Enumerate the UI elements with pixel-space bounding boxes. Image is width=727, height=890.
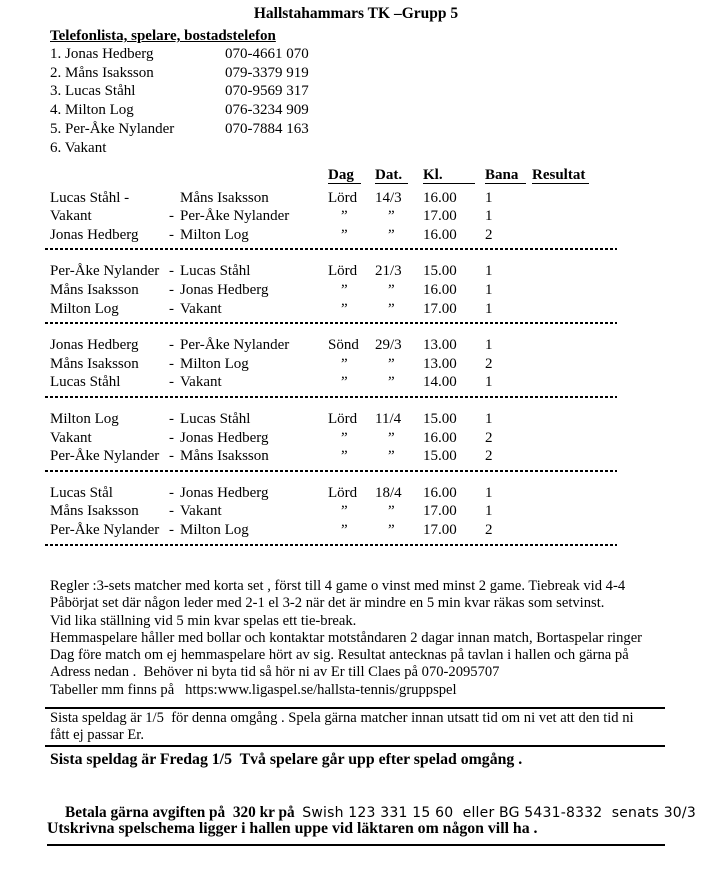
result-cell: [532, 410, 592, 429]
away-player: Lucas Ståhl: [180, 410, 251, 427]
result-cell: [532, 484, 592, 503]
court-cell: 2: [485, 429, 493, 446]
result-cell: [532, 281, 592, 300]
time-cell: 14.00: [423, 374, 457, 391]
vs-dash: [163, 189, 180, 208]
rules-line: Hemmaspelare håller med bollar och kontaktar motståndaren 2 dagar innan match, Bortaspelar ringer: [50, 629, 643, 646]
result-cell: [532, 300, 592, 319]
away-player: Vakant: [180, 300, 222, 317]
round-3: [50, 336, 700, 392]
date-cell: 18/4: [375, 484, 402, 501]
date-cell: ”: [388, 429, 395, 446]
vs-dash: -: [169, 355, 174, 372]
round-separator: [45, 470, 617, 472]
round-5: [50, 484, 700, 540]
court-cell: 2: [485, 226, 493, 243]
home-player: Måns Isaksson: [50, 355, 139, 372]
result-cell: [532, 429, 592, 448]
vs-dash: -: [169, 484, 174, 501]
court-cell: 1: [485, 208, 493, 225]
vs-dash: -: [169, 281, 174, 298]
separator-line: [45, 745, 665, 747]
date-cell: ”: [388, 226, 395, 243]
deadline-line: fått ej passar Er.: [50, 727, 145, 744]
day-cell: ”: [341, 521, 348, 538]
time-cell: 13.00: [423, 355, 457, 372]
vs-dash: -: [169, 337, 174, 354]
home-player: Per-Åke Nylander: [50, 521, 160, 538]
phone-entry: [50, 82, 309, 101]
round-separator: [45, 396, 617, 398]
match-row: [50, 355, 700, 374]
phone-list-heading: Telefonlista, spelare, bostadstelefon: [50, 28, 276, 44]
time-cell: 17.00: [423, 300, 457, 317]
phone-list: [50, 27, 309, 157]
rules-line: Dag före match om ej hemmaspelare hört av sig. Resultat antecknas på tavlan i hallen och gärna på: [50, 647, 629, 664]
away-player: Vakant: [180, 503, 222, 520]
home-player: Vakant: [50, 208, 92, 225]
result-cell: [532, 521, 592, 540]
time-cell: 17.00: [423, 208, 457, 225]
time-cell: 15.00: [423, 263, 457, 280]
date-cell: ”: [388, 355, 395, 372]
away-player: Per-Åke Nylander: [180, 208, 290, 225]
day-cell: ”: [341, 355, 348, 372]
round-separator: [45, 544, 617, 546]
col-header-time: Kl.: [423, 166, 485, 185]
phone-number: [225, 139, 309, 158]
match-row: [50, 226, 700, 245]
away-player: Milton Log: [180, 521, 249, 538]
phone-entry: [50, 120, 309, 139]
court-cell: 1: [485, 484, 493, 501]
home-player: Måns Isaksson: [50, 503, 139, 520]
away-player: Jonas Hedberg: [180, 281, 269, 298]
col-header-court: Bana: [485, 166, 532, 185]
match-row: [50, 281, 700, 300]
match-row: [50, 262, 700, 281]
result-cell: [532, 502, 592, 521]
vs-dash: -: [169, 374, 174, 391]
phone-entry: [50, 64, 309, 83]
court-cell: 1: [485, 503, 493, 520]
match-row: [50, 502, 700, 521]
day-cell: ”: [341, 448, 348, 465]
phone-number: 070-7884 163: [225, 120, 309, 137]
court-cell: 1: [485, 337, 493, 354]
away-player: Per-Åke Nylander: [180, 337, 290, 354]
phone-number: 070-4661 070: [225, 46, 309, 62]
match-row: [50, 521, 700, 540]
phone-number: 076-3234 909: [225, 102, 309, 119]
vs-dash: -: [169, 448, 174, 465]
away-player: Vakant: [180, 374, 222, 391]
date-cell: ”: [388, 521, 395, 538]
rules-line-url: Tabeller mm finns på https:www.ligaspel.se/hallsta-tennis/gruppspel: [50, 681, 457, 698]
match-row: [50, 207, 700, 226]
player-name: 4. Milton Log: [50, 102, 134, 119]
phone-number: 079-3379 919: [225, 64, 309, 81]
col-header-day: Dag: [328, 166, 375, 185]
match-row: [50, 429, 700, 448]
home-player: Milton Log: [50, 300, 119, 317]
match-row: [50, 300, 700, 319]
vs-dash: -: [169, 208, 174, 225]
round-separator: [45, 248, 617, 250]
vs-dash: -: [169, 263, 174, 280]
match-row: [50, 410, 700, 429]
day-cell: ”: [341, 226, 348, 243]
day-cell: ”: [341, 374, 348, 391]
phone-entry: [50, 139, 309, 158]
result-cell: [532, 226, 592, 245]
date-cell: 21/3: [375, 263, 402, 280]
time-cell: 16.00: [423, 189, 457, 206]
rules-line: Påbörjat set där någon leder med 2-1 el 3-2 när det är mindre en 5 min kvar räkas som setvinst.: [50, 595, 605, 612]
date-cell: ”: [388, 281, 395, 298]
vs-dash: -: [169, 300, 174, 317]
deadline-note: [50, 710, 634, 745]
date-cell: 14/3: [375, 189, 402, 206]
match-row: [50, 189, 700, 208]
vs-dash: -: [169, 226, 174, 243]
match-row: [50, 484, 700, 503]
time-cell: 16.00: [423, 429, 457, 446]
away-player: Måns Isaksson: [180, 189, 269, 206]
result-cell: [532, 189, 592, 208]
rules-text: [50, 578, 720, 699]
away-player: Milton Log: [180, 226, 249, 243]
match-row: [50, 447, 700, 466]
day-cell: ”: [341, 429, 348, 446]
round-2: [50, 262, 700, 318]
away-player: Måns Isaksson: [180, 448, 269, 465]
time-cell: 16.00: [423, 484, 457, 501]
time-cell: 16.00: [423, 281, 457, 298]
away-player: Jonas Hedberg: [180, 429, 269, 446]
home-player: Per-Åke Nylander: [50, 263, 160, 280]
phone-entry: [50, 101, 309, 120]
round-1: [50, 189, 700, 245]
home-player: Jonas Hedberg: [50, 226, 139, 243]
phone-entry: [50, 45, 309, 64]
court-cell: 2: [485, 521, 493, 538]
time-cell: 15.00: [423, 448, 457, 465]
away-player: Jonas Hedberg: [180, 484, 269, 501]
date-cell: ”: [388, 300, 395, 317]
vs-dash: -: [169, 429, 174, 446]
court-cell: 1: [485, 374, 493, 391]
separator-line: [45, 707, 665, 709]
home-player: Per-Åke Nylander: [50, 448, 160, 465]
home-player: Jonas Hedberg: [50, 337, 139, 354]
date-cell: ”: [388, 503, 395, 520]
home-player: Måns Isaksson: [50, 281, 139, 298]
court-cell: 1: [485, 410, 493, 427]
date-cell: ”: [388, 448, 395, 465]
day-cell: ”: [341, 503, 348, 520]
player-name: 5. Per-Åke Nylander: [50, 120, 175, 137]
time-cell: 13.00: [423, 337, 457, 354]
home-player: Lucas Stål: [50, 484, 113, 501]
rules-line: Vid lika ställning vid 5 min kvar spelas ett tie-break.: [50, 612, 357, 629]
date-cell: ”: [388, 374, 395, 391]
player-name: 2. Måns Isaksson: [50, 64, 154, 81]
player-name: 3. Lucas Ståhl: [50, 83, 136, 100]
rules-line: Regler :3-sets matcher med korta set , först till 4 game o vinst med minst 2 game. Tiebreak vid 4-4: [50, 578, 626, 594]
result-cell: [532, 336, 592, 355]
time-cell: 17.00: [423, 521, 457, 538]
payment-details-text: Swish 123 331 15 60 eller BG 5431-8332 senats 30/3: [302, 805, 696, 821]
time-cell: 17.00: [423, 503, 457, 520]
date-cell: 29/3: [375, 337, 402, 354]
payment-amount-text: Betala gärna avgiften på 320 kr på: [65, 804, 303, 821]
day-cell: Lörd: [328, 410, 358, 427]
phone-number: 070-9569 317: [225, 83, 309, 100]
round-4: [50, 410, 700, 466]
round-separator: [45, 322, 617, 324]
court-cell: 1: [485, 189, 493, 206]
vs-dash: -: [169, 521, 174, 538]
day-cell: ”: [341, 208, 348, 225]
day-cell: Lörd: [328, 484, 358, 501]
court-cell: 1: [485, 263, 493, 280]
match-row: [50, 336, 700, 355]
away-player: Lucas Ståhl: [180, 263, 251, 280]
result-cell: [532, 355, 592, 374]
court-cell: 2: [485, 355, 493, 372]
result-cell: [532, 373, 592, 392]
deadline-line: Sista speldag är 1/5 för denna omgång . Spela gärna matcher innan utsatt tid om ni vet att den tid ni: [50, 710, 634, 726]
date-cell: 11/4: [375, 410, 402, 427]
away-player: Milton Log: [180, 355, 249, 372]
day-cell: Lörd: [328, 189, 358, 206]
date-cell: ”: [388, 208, 395, 225]
schedule-header-row: [50, 166, 700, 185]
court-cell: 1: [485, 300, 493, 317]
court-cell: 2: [485, 448, 493, 465]
vs-dash: -: [169, 503, 174, 520]
day-cell: ”: [341, 281, 348, 298]
match-row: [50, 373, 700, 392]
result-cell: [532, 262, 592, 281]
day-cell: ”: [341, 300, 348, 317]
printed-schedule-note: Utskrivna spelschema ligger i hallen uppe vid läktaren om någon vill ha .: [47, 820, 665, 846]
home-player: Lucas Ståhl -: [50, 189, 130, 206]
vs-dash: -: [169, 410, 174, 427]
result-cell: [532, 207, 592, 226]
time-cell: 15.00: [423, 410, 457, 427]
player-name: 6. Vakant: [50, 139, 107, 156]
home-player: Lucas Ståhl: [50, 374, 121, 391]
page-title: Hallstahammars TK –Grupp 5: [253, 5, 459, 22]
day-cell: Lörd: [328, 263, 358, 280]
col-header-date: Dat.: [375, 166, 423, 185]
time-cell: 16.00: [423, 226, 457, 243]
col-header-result: Resultat: [532, 166, 592, 185]
day-cell: Sönd: [328, 337, 359, 354]
player-name: 1. Jonas Hedberg: [50, 46, 154, 62]
home-player: Vakant: [50, 429, 92, 446]
result-cell: [532, 447, 592, 466]
rules-line: Adress nedan . Behöver ni byta tid så hör ni av Er till Claes på 070-2095707: [50, 664, 500, 681]
final-deadline-note: Sista speldag är Fredag 1/5 Två spelare går upp efter spelad omgång .: [50, 751, 523, 768]
home-player: Milton Log: [50, 410, 119, 427]
match-schedule: [50, 166, 700, 558]
court-cell: 1: [485, 281, 493, 298]
